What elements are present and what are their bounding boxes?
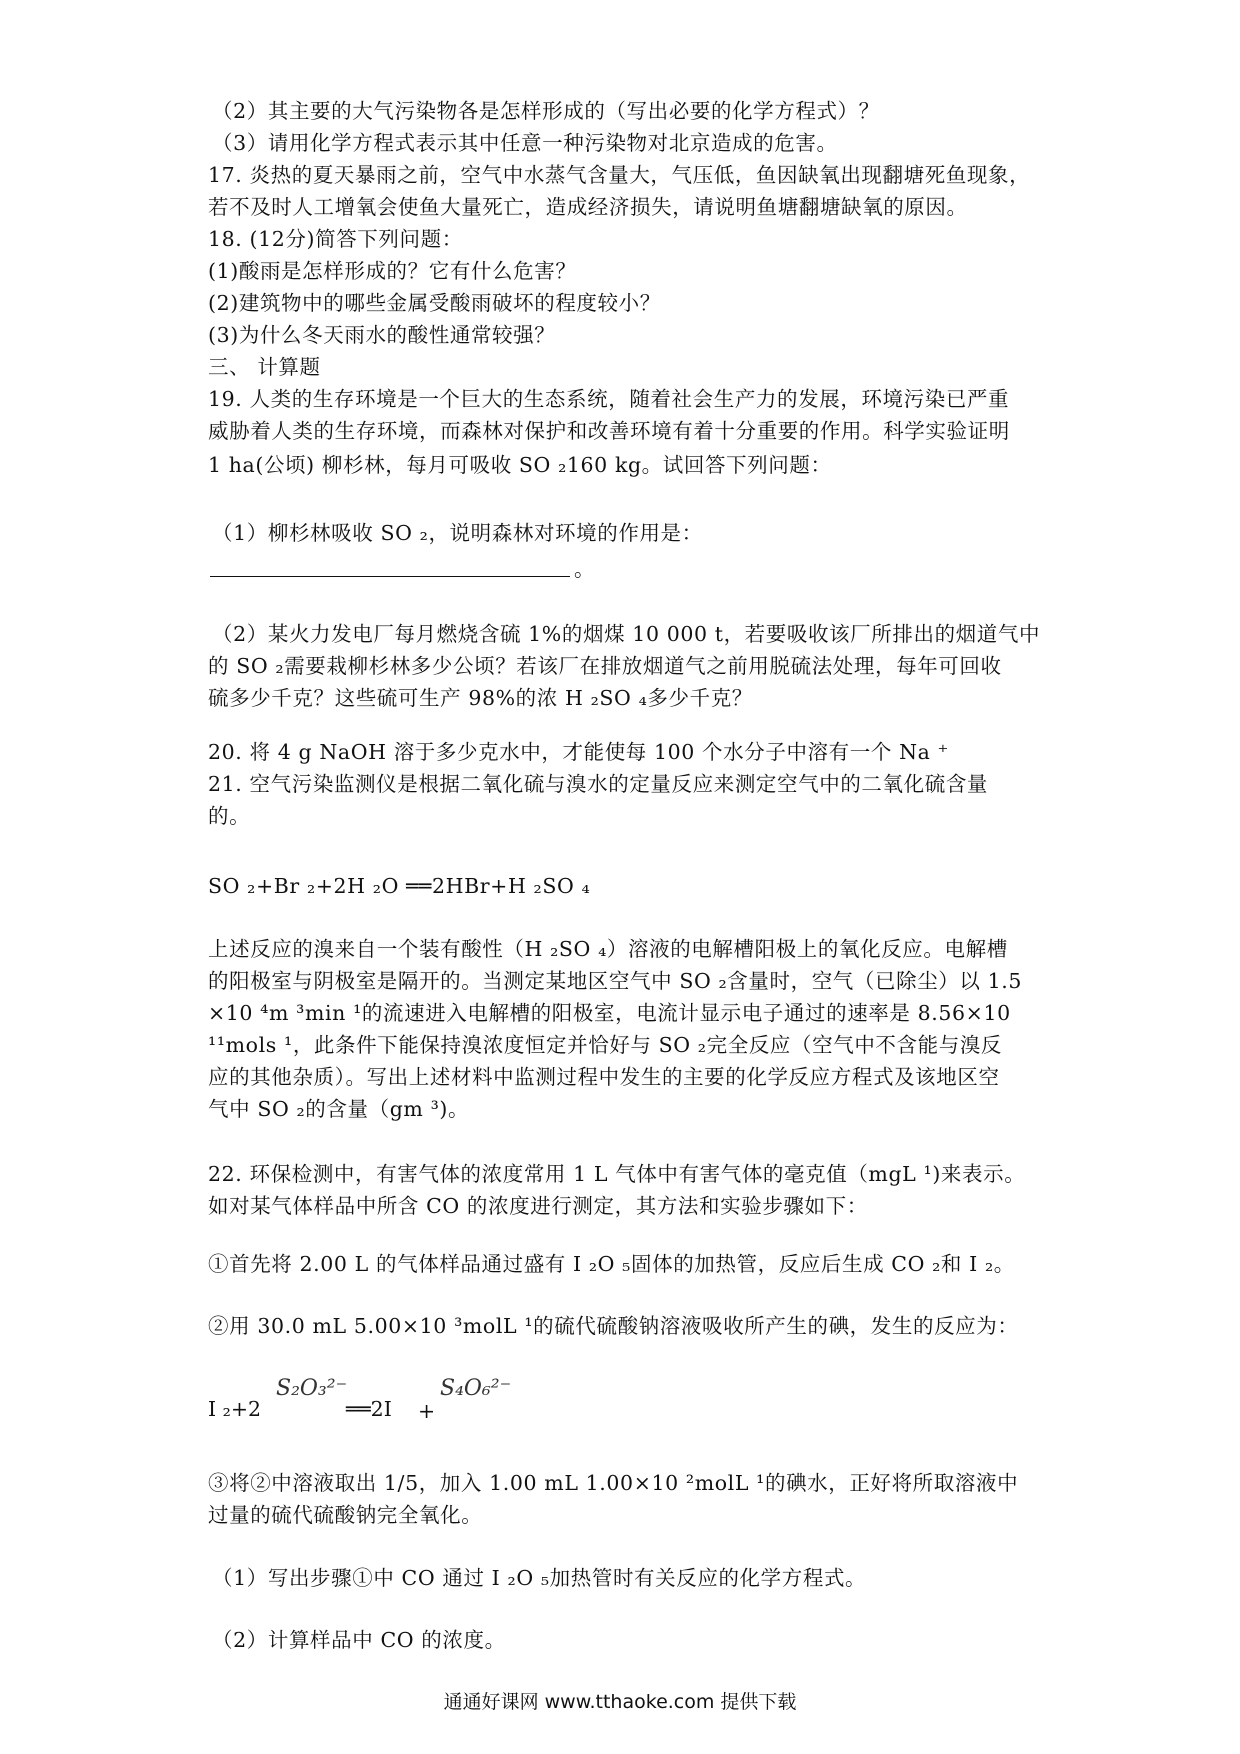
question-19-line-2: 威胁着人类的生存环境，而森林对保护和改善环境有着十分重要的作用。科学实验证明: [208, 419, 1010, 443]
question-21-para-line-5: 应的其他杂质）。写出上述材料中监测过程中发生的主要的化学反应方程式及该地区空: [208, 1065, 1000, 1089]
reaction-left: I ₂+2: [208, 1397, 262, 1421]
answer-blank-line: [210, 576, 570, 577]
page-footer: 通通好课网 www.tthaoke.com 提供下载: [443, 1691, 797, 1713]
question-21-para-line-2: 的阳极室与阴极室是隔开的。当测定某地区空气中 SO ₂含量时，空气（已除尘）以 1.5: [208, 969, 1023, 993]
question-16-part-2: （2）其主要的大气污染物各是怎样形成的（写出必要的化学方程式）？: [212, 99, 880, 123]
reaction-middle: ══2I: [346, 1397, 392, 1421]
equation-so2-br2: SO ₂+Br ₂+2H ₂O ══2HBr+H ₂SO ₄: [208, 874, 591, 898]
reaction-plus: +: [418, 1399, 436, 1423]
section-heading-calculation: 三、 计算题: [208, 355, 321, 379]
question-19-part-2-line-2: 的 SO ₂需要栽柳杉林多少公顷？若该厂在排放烟道气之前用脱硫法处理，每年可回收: [208, 654, 1002, 678]
question-18-title: 18. (12分)简答下列问题：: [208, 227, 463, 251]
question-22-step-3-line-1: ③将②中溶液取出 1/5，加入 1.00 mL 1.00×10 ²molL ¹的碘水，正好将所取溶液中: [208, 1471, 1019, 1495]
question-21-line-2: 的。: [208, 804, 251, 828]
question-21-line-1: 21. 空气污染监测仪是根据二氧化硫与溴水的定量反应来测定空气中的二氧化硫含量: [208, 772, 989, 796]
question-19-part-2-line-1: （2）某火力发电厂每月燃烧含硫 1%的烟煤 10 000 t，若要吸收该厂所排出的烟道气中: [212, 622, 1041, 646]
question-19-part-2-line-3: 硫多少千克？这些硫可生产 98%的浓 H ₂SO ₄多少千克？: [208, 686, 753, 710]
question-19-line-1: 19. 人类的生存环境是一个巨大的生态系统，随着社会生产力的发展，环境污染已严重: [208, 387, 1010, 411]
question-17-line-1: 17. 炎热的夏天暴雨之前，空气中水蒸气含量大，气压低，鱼因缺氧出现翻塘死鱼现象，: [208, 163, 1031, 187]
question-16-part-3: （3）请用化学方程式表示其中任意一种污染物对北京造成的危害。: [212, 131, 838, 155]
question-22-line-2: 如对某气体样品中所含 CO 的浓度进行测定，其方法和实验步骤如下：: [208, 1194, 868, 1218]
question-22-part-1: （1）写出步骤①中 CO 通过 I ₂O ₅加热管时有关反应的化学方程式。: [212, 1566, 867, 1590]
question-18-part-2: (2)建筑物中的哪些金属受酸雨破坏的程度较小？: [208, 291, 661, 315]
question-20: 20. 将 4 g NaOH 溶于多少克水中，才能使每 100 个水分子中溶有一个 Na ⁺: [208, 740, 949, 764]
question-18-part-3: (3)为什么冬天雨水的酸性通常较强？: [208, 323, 556, 347]
question-19-part-1: （1）柳杉林吸收 SO ₂，说明森林对环境的作用是：: [212, 521, 703, 545]
question-21-para-line-4: ¹¹mols ¹，此条件下能保持溴浓度恒定并恰好与 SO ₂完全反应（空气中不含能与溴反: [208, 1033, 1003, 1057]
question-18-part-1: (1)酸雨是怎样形成的？它有什么危害？: [208, 259, 577, 283]
question-21-para-line-6: 气中 SO ₂的含量（gm ³)。: [208, 1097, 470, 1121]
question-21-para-line-3: ×10 ⁴m ³min ¹的流速进入电解槽的阳极室，电流计显示电子通过的速率是 8.56×10: [208, 1001, 1011, 1025]
question-19-line-3: 1 ha(公顷) 柳杉林，每月可吸收 SO ₂160 kg。试回答下列问题：: [208, 453, 832, 477]
question-22-step-3-line-2: 过量的硫代硫酸钠完全氧化。: [208, 1503, 483, 1527]
thiosulfate-ion: S₂O₃²⁻: [276, 1376, 348, 1401]
question-22-part-2: （2）计算样品中 CO 的浓度。: [212, 1628, 506, 1652]
tetrathionate-ion: S₄O₆²⁻: [440, 1376, 512, 1401]
question-22-step-1: ①首先将 2.00 L 的气体样品通过盛有 I ₂O ₅固体的加热管，反应后生成 CO ₂和 I ₂。: [208, 1252, 1015, 1276]
answer-blank-period: 。: [574, 557, 595, 581]
question-22-step-2: ②用 30.0 mL 5.00×10 ³molL ¹的硫代硫酸钠溶液吸收所产生的碘，发生的反应为：: [208, 1314, 1019, 1338]
question-22-line-1: 22. 环保检测中，有害气体的浓度常用 1 L 气体中有害气体的毫克值（mgL ¹)来表示。: [208, 1162, 1026, 1186]
question-21-para-line-1: 上述反应的溴来自一个装有酸性（H ₂SO ₄）溶液的电解槽阳极上的氧化反应。电解槽: [208, 937, 1008, 961]
question-17-line-2: 若不及时人工增氧会使鱼大量死亡，造成经济损失，请说明鱼塘翻塘缺氧的原因。: [208, 195, 968, 219]
